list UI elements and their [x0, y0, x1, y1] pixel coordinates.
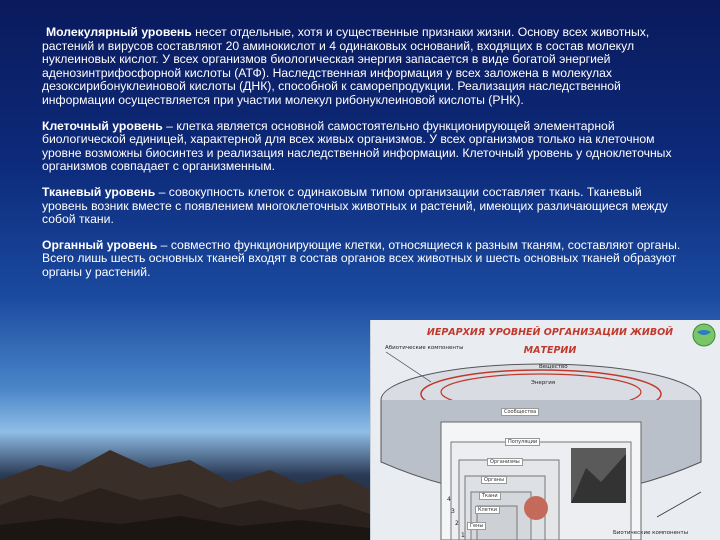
paragraph-tissue: [42, 186, 682, 227]
hierarchy-figure: [370, 320, 720, 540]
box-label-tissues: Ткани: [479, 492, 501, 500]
hierarchy-diagram: [371, 342, 720, 540]
box-label-cells: Клетки: [475, 506, 500, 514]
level-number: 2: [455, 520, 459, 527]
abiotic-label: Абиотические компоненты: [385, 345, 464, 351]
paragraph-cellular: [42, 120, 682, 174]
figure-title: ИЕРАРХИЯ УРОВНЕЙ ОРГАНИЗАЦИИ ЖИВОЙ МАТЕРИИ: [426, 327, 674, 356]
box-label-organs: Органы: [481, 476, 507, 484]
paragraph-text: – совокупность клеток с одинаковым типом организации составляет ткань. Тканевый уровень возник вместе с появлением многоклеточных животных и растений, имеющих различающиеся между собой ткани.: [42, 184, 668, 227]
term-label: Органный уровень: [42, 237, 158, 252]
box-label-populations: Популяции: [505, 438, 540, 446]
ring-label-energy: Энергия: [531, 380, 556, 386]
paragraph-text: несет отдельные, хотя и существенные признаки жизни. Основу всех животных, растений и вирусов составляют 20 аминокислот и 4 одинаковых оснований, входящих в состав молекул нуклеиновых кислот. У всех организмов биологическая энергия запасается в виде богатой энергией аденозинтрифосфорной кислоты (АТФ). Наследственная информация у всех заложена в молекулах дезоксирибонуклеиновой кислоты (ДНК), способной к саморепродукции. Реализация наследственной информации осуществляется при участии молекул рибонуклеиновой кислоты (РНК).: [42, 25, 650, 107]
paragraph-text: – клетка является основной самостоятельно функционирующей элементарной биологической единицей, характерной для всех живых организмов. У всех организмов только на клеточном уровне возможны биосинтез и реализация наследственной информации. Клеточный уровень у одноклеточных организмов совпадает с организменным.: [42, 118, 672, 174]
term-label: Тканевый уровень: [42, 184, 156, 199]
ring-label-matter: Вещество: [539, 364, 568, 370]
box-label-organisms: Организмы: [487, 458, 523, 466]
level-number: 1: [461, 532, 465, 539]
term-label: Клеточный уровень: [42, 118, 163, 133]
term-label: Молекулярный уровень: [46, 25, 192, 39]
paragraph-organ: [42, 239, 682, 280]
box-label-communities: Сообщества: [501, 408, 539, 416]
level-number: 3: [451, 508, 455, 515]
paragraph-text: – совместно функционирующие клетки, относящиеся к разным тканям, составляют органы. Всего лишь шесть основных тканей входят в состав органов всех животных и шесть основных тканей образуют органы у растений.: [42, 237, 681, 279]
paragraph-molecular: [42, 26, 682, 108]
box-label-genes: Гены: [467, 522, 486, 530]
content-text: [42, 26, 682, 292]
biotic-label: Биотические компоненты: [613, 530, 689, 536]
level-number: 4: [447, 496, 451, 503]
